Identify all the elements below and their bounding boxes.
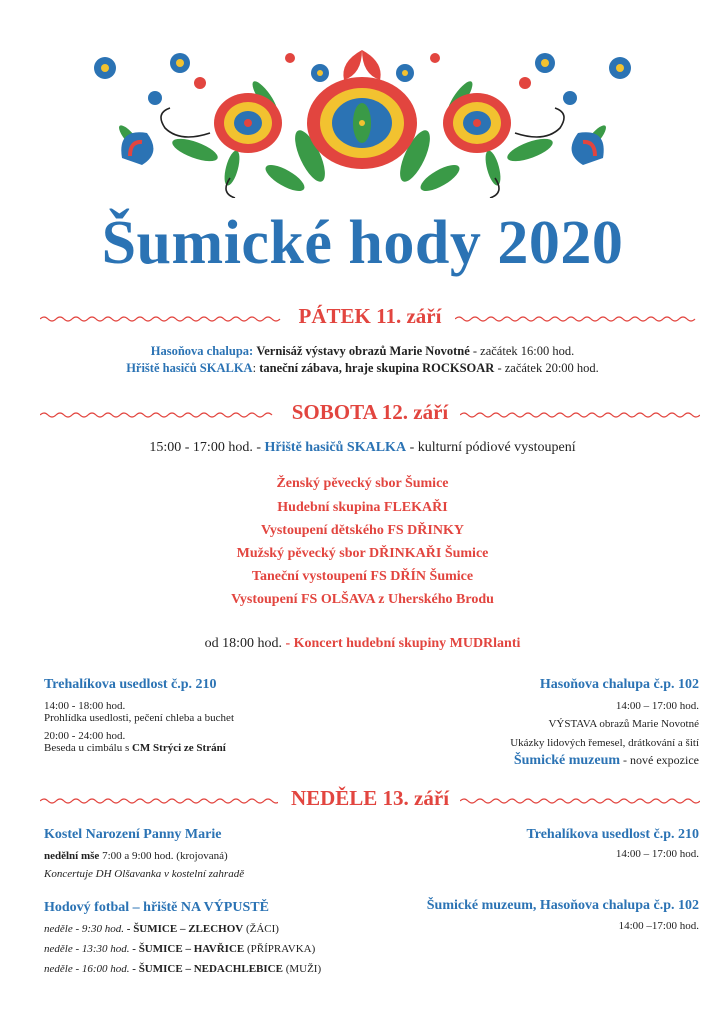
match-row [44,963,321,975]
venue-heading: Trehalíkova usedlost č.p. 210 [44,677,217,692]
time: 15:00 - 17:00 hod. - [149,440,265,455]
venue-heading: Trehalíkova usedlost č.p. 210 [526,827,699,842]
match-row [44,943,315,955]
sunday-heading [40,786,700,816]
day-label: PÁTEK 11. září [298,304,442,328]
saturday-heading [40,400,700,430]
match-category: (PŘÍPRAVKA) [244,943,316,955]
match-category: (ŽÁCI) [243,923,279,935]
time: 14:00 – 17:00 hod. [615,700,699,712]
venue-heading: Šumické muzeum, Hasoňova chalupa č.p. 102 [426,898,699,913]
program-item: Mužský pěvecký sbor DŘINKAŘI Šumice [236,546,489,561]
time: 7:00 a 9:00 hod. (krojovaná) [99,850,228,862]
match-row [44,923,279,935]
venue-heading: Hasoňova chalupa č.p. 102 [539,677,699,692]
description-text: Beseda u cimbálu s [44,742,132,754]
program-item: Vystoupení FS OLŠAVA z Uherského Brodu [231,592,494,607]
church-concert: Koncertuje DH Olšavanka v kostelní zahradě [44,868,245,880]
match-time: neděle - 16:00 hod. [44,963,130,975]
time: - začátek 20:00 hod. [494,361,599,375]
time: 14:00 – 17:00 hod. [615,848,699,860]
event: taneční zábava, hraje skupina ROCKSOAR [259,361,495,375]
venue-heading: Kostel Narození Panny Marie [44,827,222,842]
program-item: Taneční vystoupení FS DŘÍN Šumice [251,569,474,584]
match-time: neděle - 9:30 hod. [44,923,125,935]
description [44,742,226,754]
event: Vernisáž výstavy obrazů Marie Novotné [256,344,470,358]
description: Ukázky lidových řemesel, drátkování a šití [510,737,699,749]
separator: : [252,361,257,375]
venue: Hasoňova chalupa: [150,344,254,358]
program-item: Hudební skupina FLEKAŘI [277,500,448,515]
venue: Hřiště hasičů SKALKA [126,361,253,375]
description: VÝSTAVA obrazů Marie Novotné [548,718,699,730]
day-label: SOBOTA 12. září [291,400,449,424]
description: - nové expozice [620,753,699,767]
time: 14:00 –17:00 hod. [618,920,699,932]
event: - Koncert hudební skupiny MUDRlanti [285,636,521,651]
match-teams: - ŠUMICE – ZLECHOV [124,923,244,935]
friday-row-2 [0,361,725,376]
band-name: CM Strýci ze Strání [131,742,226,754]
match-teams: - ŠUMICE – NEDACHLEBICE [129,963,283,975]
museum-line [514,753,699,769]
description: - kulturní pódiové vystoupení [406,440,576,455]
time: 14:00 - 18:00 hod. [44,700,126,712]
match-teams: - ŠUMICE – HAVŘICE [129,943,245,955]
match-time: neděle - 13:30 hod. [44,943,130,955]
folk-floral-ornament-icon [60,38,665,198]
mass-line [44,850,228,862]
program-item: Ženský pěvecký sbor Šumice [276,476,449,491]
friday-row-1 [0,344,725,359]
program-item: Vystoupení dětského FS DŘINKY [261,523,464,538]
saturday-concert [0,636,725,652]
page-title: Šumické hody 2020 [101,209,624,277]
museum-name: Šumické muzeum [513,753,621,768]
friday-heading [40,304,700,334]
mass-label: nedělní mše [44,850,100,862]
time: - začátek 16:00 hod. [469,344,575,358]
match-category: (MUŽI) [282,963,322,975]
venue-heading: Hodový fotbal – hřiště NA VÝPUSTĚ [44,900,269,915]
description: Prohlídka usedlosti, pečení chleba a buchet [44,712,234,724]
day-label: NEDĚLE 13. září [290,786,450,810]
time: 20:00 - 24:00 hod. [44,730,126,742]
time: od 18:00 hod. [204,636,286,651]
saturday-intro [0,440,725,456]
venue: Hřiště hasičů SKALKA [264,440,407,455]
